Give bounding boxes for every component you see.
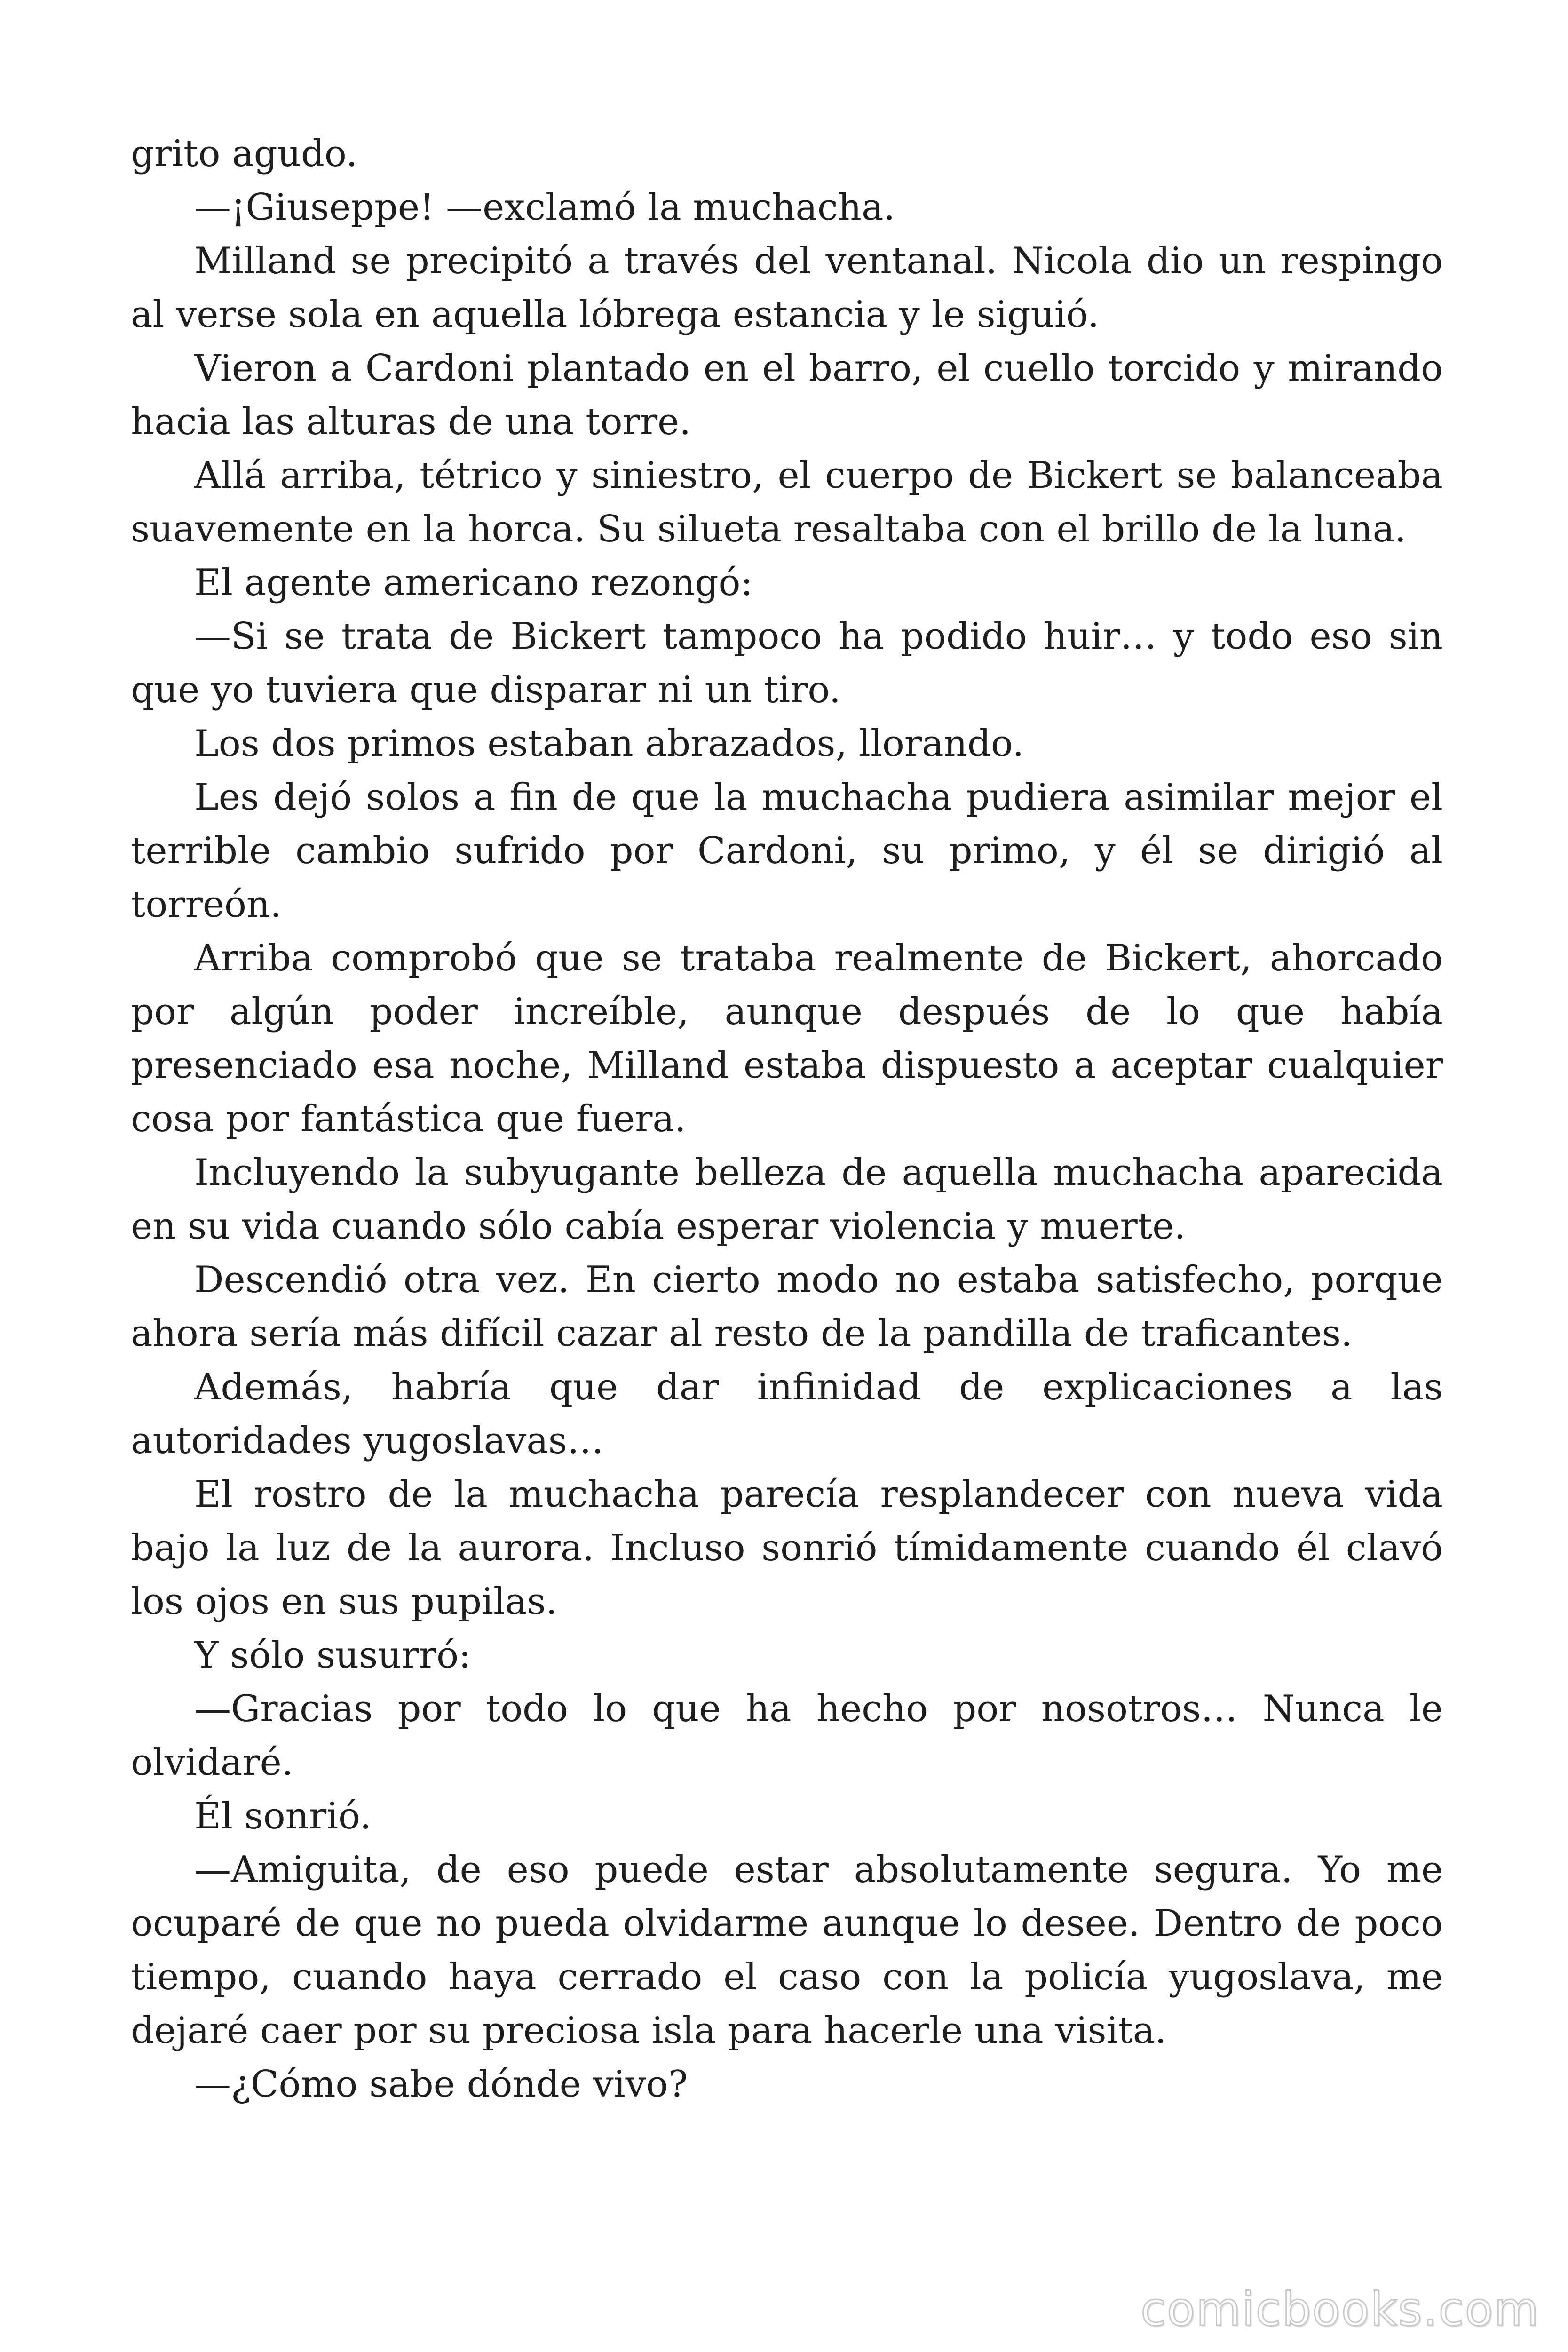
paragraph: El agente americano rezongó:: [194, 562, 753, 604]
paragraph: Y sólo susurró:: [194, 1634, 471, 1677]
paragraph: —Amiguita, de eso puede estar absolutamente segura. Yo me ocuparé de que no pueda olvidarme aunque lo desee. Dentro de poco tiempo, cuando haya cerrado el caso con la policía yugoslava, me dejaré caer por su preciosa isla para hacerle una visita.: [131, 1849, 1443, 2052]
paragraph: Arriba comprobó que se trataba realmente de Bickert, ahorcado por algún poder increíble, aunque después de lo que había presenciado esa noche, Milland estaba dispuesto a aceptar cualquier cosa por fantástica que fuera.: [131, 937, 1443, 1140]
paragraph: Allá arriba, tétrico y siniestro, el cuerpo de Bickert se balanceaba suavemente en la horca. Su silueta resaltaba con el brillo de la luna.: [131, 454, 1443, 550]
text-column: [131, 127, 1443, 2111]
paragraph: grito agudo.: [131, 133, 358, 175]
paragraph: Les dejó solos a fin de que la muchacha pudiera asimilar mejor el terrible cambio sufrido por Cardoni, su primo, y él se dirigió al torreón.: [131, 776, 1443, 926]
paragraph: Además, habría que dar infinidad de explicaciones a las autoridades yugoslavas…: [131, 1366, 1443, 1462]
watermark: comicbooks.com: [1140, 2283, 1540, 2336]
paragraph: Él sonrió.: [194, 1795, 372, 1837]
paragraph: —¡Giuseppe! —exclamó la muchacha.: [194, 186, 895, 229]
paragraph: Incluyendo la subyugante belleza de aquella muchacha aparecida en su vida cuando sólo cabía esperar violencia y muerte.: [131, 1152, 1443, 1248]
paragraph: —Gracias por todo lo que ha hecho por nosotros… Nunca le olvidaré.: [131, 1688, 1443, 1784]
paragraph: Los dos primos estaban abrazados, llorando.: [194, 723, 1024, 765]
paragraph: Vieron a Cardoni plantado en el barro, el cuello torcido y mirando hacia las alturas de una torre.: [131, 347, 1443, 443]
paragraph: Milland se precipitó a través del ventanal. Nicola dio un respingo al verse sola en aquella lóbrega estancia y le siguió.: [131, 240, 1443, 336]
paragraph: —¿Cómo sabe dónde vivo?: [194, 2063, 688, 2106]
paragraph: —Si se trata de Bickert tampoco ha podido huir… y todo eso sin que yo tuviera que disparar ni un tiro.: [131, 615, 1443, 711]
paragraph: El rostro de la muchacha parecía resplandecer con nueva vida bajo la luz de la aurora. Incluso sonrió tímidamente cuando él clavó los ojos en sus pupilas.: [131, 1473, 1443, 1623]
paragraph: Descendió otra vez. En cierto modo no estaba satisfecho, porque ahora sería más difícil cazar al resto de la pandilla de traficantes.: [131, 1259, 1443, 1355]
